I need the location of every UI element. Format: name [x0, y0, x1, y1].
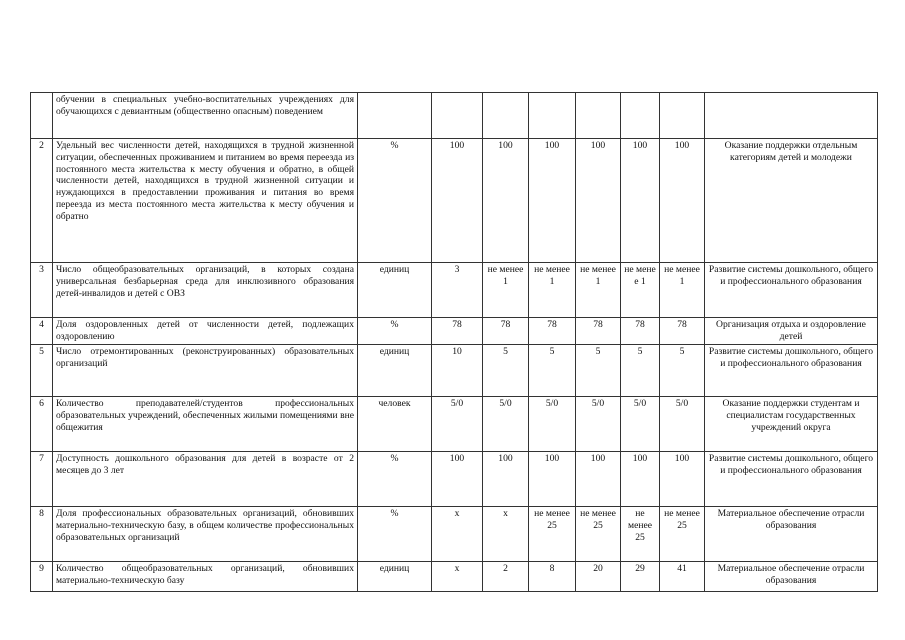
year-value: 78 — [660, 318, 705, 345]
program-direction: Оказание поддержки студентам и специалистам государственных учреждений округа — [705, 397, 878, 452]
year-value: 5/0 — [576, 397, 621, 452]
year-value: 5 — [529, 345, 576, 397]
year-value: 100 — [576, 139, 621, 263]
unit-of-measure: % — [358, 452, 432, 507]
year-value — [529, 93, 576, 139]
row-number: 3 — [31, 263, 53, 318]
row-number: 9 — [31, 562, 53, 592]
unit-of-measure: % — [358, 139, 432, 263]
program-direction: Развитие системы дошкольного, общего и профессионального образования — [705, 263, 878, 318]
year-value: 8 — [529, 562, 576, 592]
table-row — [31, 318, 878, 345]
year-value: 100 — [483, 139, 529, 263]
year-value — [576, 93, 621, 139]
year-value: 78 — [432, 318, 483, 345]
year-value: 5 — [621, 345, 660, 397]
year-value: 100 — [432, 452, 483, 507]
year-value: не менее 1 — [529, 263, 576, 318]
unit-of-measure: % — [358, 318, 432, 345]
year-value: 5 — [576, 345, 621, 397]
year-value: не мене е 1 — [621, 263, 660, 318]
program-direction — [705, 93, 878, 139]
indicator-name: Количество преподавателей/студентов профессиональных образовательных учреждений, обеспеченных жилыми помещениями вне общежития — [53, 397, 358, 452]
table-body — [31, 93, 878, 592]
row-number: 7 — [31, 452, 53, 507]
row-number — [31, 93, 53, 139]
year-value: 5/0 — [621, 397, 660, 452]
year-value: 5/0 — [660, 397, 705, 452]
indicators-table — [30, 92, 878, 592]
program-direction: Оказание поддержки отдельным категориям детей и молодежи — [705, 139, 878, 263]
year-value — [660, 93, 705, 139]
year-value: 100 — [483, 452, 529, 507]
year-value — [621, 93, 660, 139]
year-value: 100 — [621, 139, 660, 263]
row-number: 2 — [31, 139, 53, 263]
year-value: 100 — [432, 139, 483, 263]
program-direction: Организация отдыха и оздоровление детей — [705, 318, 878, 345]
year-value: 100 — [660, 452, 705, 507]
year-value: 5/0 — [483, 397, 529, 452]
year-value: 100 — [529, 139, 576, 263]
unit-of-measure: единиц — [358, 562, 432, 592]
year-value — [432, 93, 483, 139]
unit-of-measure: человек — [358, 397, 432, 452]
year-value: не менее 25 — [529, 507, 576, 562]
year-value: 100 — [621, 452, 660, 507]
year-value: 29 — [621, 562, 660, 592]
table-row — [31, 93, 878, 139]
table-row — [31, 139, 878, 263]
table-row — [31, 345, 878, 397]
table-row — [31, 562, 878, 592]
year-value: не менее 25 — [576, 507, 621, 562]
unit-of-measure: % — [358, 507, 432, 562]
row-number: 6 — [31, 397, 53, 452]
year-value: 78 — [576, 318, 621, 345]
year-value: 78 — [529, 318, 576, 345]
year-value: 20 — [576, 562, 621, 592]
year-value — [483, 93, 529, 139]
indicator-name: Доступность дошкольного образования для детей в возрасте от 2 месяцев до 3 лет — [53, 452, 358, 507]
unit-of-measure: единиц — [358, 263, 432, 318]
row-number: 5 — [31, 345, 53, 397]
row-number: 4 — [31, 318, 53, 345]
year-value: 2 — [483, 562, 529, 592]
indicator-name: Доля профессиональных образовательных организаций, обновивших материально-техническую базу, в общем количестве профессиональных образовательных организаций — [53, 507, 358, 562]
unit-of-measure — [358, 93, 432, 139]
indicator-name: Удельный вес численности детей, находящихся в трудной жизненной ситуации, обеспеченных проживанием и питанием во время переезда из постоянного места жительства к месту обучения и обратно, в общей численности детей, находящихся в трудной жизненной ситуации и нуждающихся в предоставлении проживания и питания во время переезда из места постоянного места жительства к месту обучения и обратно — [53, 139, 358, 263]
year-value: не менее 1 — [576, 263, 621, 318]
table-row — [31, 507, 878, 562]
indicator-name: Число отремонтированных (реконструированных) образовательных организаций — [53, 345, 358, 397]
year-value: не менее 25 — [660, 507, 705, 562]
year-value: не менее 25 — [621, 507, 660, 562]
row-number: 8 — [31, 507, 53, 562]
year-value: 100 — [529, 452, 576, 507]
indicator-name: Количество общеобразовательных организаций, обновивших материально-техническую базу — [53, 562, 358, 592]
year-value: 78 — [621, 318, 660, 345]
year-value: 5/0 — [529, 397, 576, 452]
year-value: не менее 1 — [483, 263, 529, 318]
program-direction: Материальное обеспечение отрасли образования — [705, 562, 878, 592]
program-direction: Развитие системы дошкольного, общего и профессионального образования — [705, 452, 878, 507]
indicator-name: обучении в специальных учебно-воспитательных учреждениях для обучающихся с девиантным (общественно опасным) поведением — [53, 93, 358, 139]
year-value: х — [432, 562, 483, 592]
table-row — [31, 397, 878, 452]
indicator-name: Число общеобразовательных организаций, в которых создана универсальная безбарьерная среда для инклюзивного образования детей-инвалидов и детей с ОВЗ — [53, 263, 358, 318]
table-row — [31, 452, 878, 507]
unit-of-measure: единиц — [358, 345, 432, 397]
year-value: 100 — [576, 452, 621, 507]
year-value: не менее 1 — [660, 263, 705, 318]
year-value: 5 — [660, 345, 705, 397]
year-value: 10 — [432, 345, 483, 397]
year-value: х — [432, 507, 483, 562]
indicator-name: Доля оздоровленных детей от численности детей, подлежащих оздоровлению — [53, 318, 358, 345]
year-value: 100 — [660, 139, 705, 263]
table-row — [31, 263, 878, 318]
year-value: 5 — [483, 345, 529, 397]
year-value: 78 — [483, 318, 529, 345]
year-value: х — [483, 507, 529, 562]
program-direction: Материальное обеспечение отрасли образования — [705, 507, 878, 562]
program-direction: Развитие системы дошкольного, общего и профессионального образования — [705, 345, 878, 397]
year-value: 41 — [660, 562, 705, 592]
year-value: 5/0 — [432, 397, 483, 452]
year-value: 3 — [432, 263, 483, 318]
